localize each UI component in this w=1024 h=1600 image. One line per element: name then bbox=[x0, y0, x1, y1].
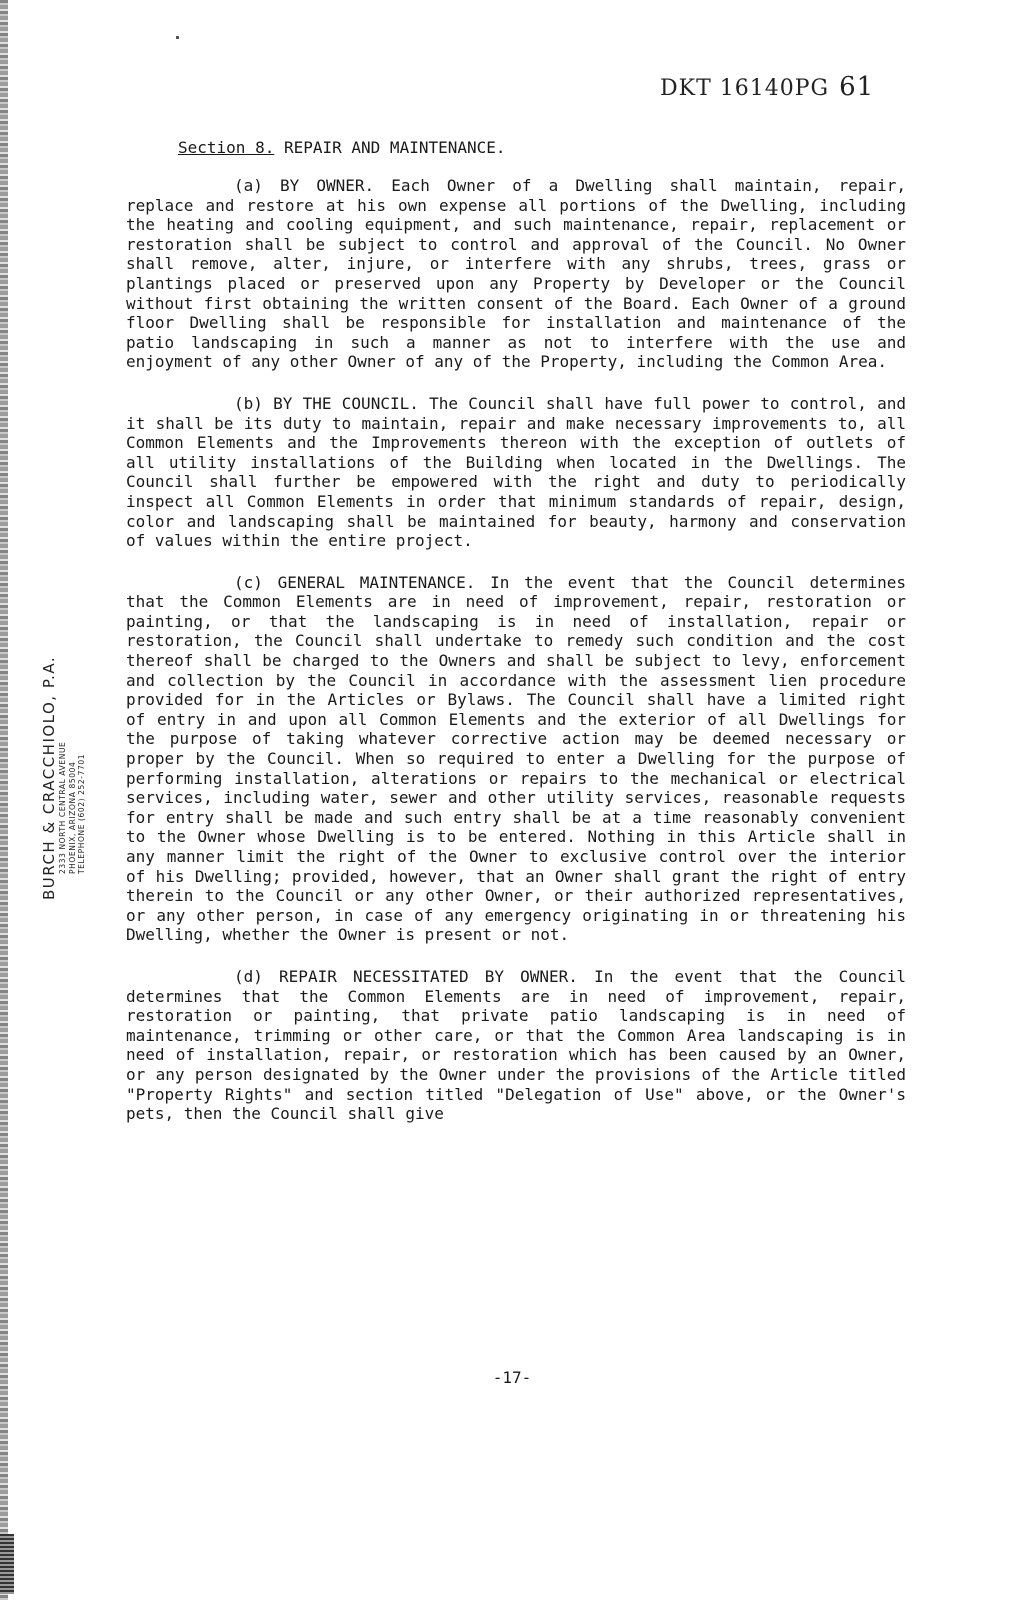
section-label: Section 8. bbox=[178, 138, 275, 157]
paragraph-repair-necessitated-by-owner: (d) REPAIR NECESSITATED BY OWNER. In the event that the Council determines that the Common Elements are in need of improvement, repair, restoration or painting, that private patio landscaping is in need of maintenance, trimming or other care, or that the Common Area landscaping is in need of installation, repair, or restoration which has been caused by an Owner, or any person designated by the Owner under the provisions of the Article titled "Property Rights" and section titled "Delegation of Use" above, or the Owner's pets, then the Council shall give bbox=[126, 966, 906, 1124]
recording-number bbox=[660, 72, 874, 102]
scan-speck bbox=[176, 36, 179, 39]
docket-number: DKT 16140PG bbox=[660, 76, 830, 101]
recorded-page-number: 61 bbox=[839, 72, 875, 102]
law-firm-stamp bbox=[40, 640, 140, 900]
law-firm-address-line: 2333 NORTH CENTRAL AVENUE bbox=[58, 741, 67, 874]
paragraph-general-maintenance: (c) GENERAL MAINTENANCE. In the event that the Council determines that the Common Elements are in need of improvement, repair, restoration or painting, or that the landscaping is in need of installation, repair or restoration, the Council shall undertake to remedy such condition and the cost thereof shall be charged to the Owners and shall be subject to levy, enforcement and collection by the Council in accordance with the assessment lien procedure provided for in the Articles or Bylaws. The Council shall have a limited right of entry in and upon all Common Elements and the exterior of all Dwellings for the purpose of taking whatever corrective action may be deemed necessary or proper by the Council. When so required to enter a Dwelling for the purpose of performing installation, alterations or repairs to the mechanical or electrical services, including water, sewer and other utility services, reasonable requests for entry shall be made and such entry shall be at a time reasonably convenient to the Owner whose Dwelling is to be entered. Nothing in this Article shall in any manner limit the right of the Owner to exclusive control over the interior of his Dwelling; provided, however, that an Owner shall grant the right of entry therein to the Council or any other Owner, or their authorized representatives, or any other person, in case of any emergency originating in or threatening his Dwelling, whether the Owner is present or not. bbox=[126, 572, 906, 945]
paragraph-by-the-council: (b) BY THE COUNCIL. The Council shall have full power to control, and it shall be its duty to maintain, repair and make necessary improvements to, all Common Elements and the Improvements thereon with the exception of outlets of all utility installations of the Building when located in the Dwellings. The Council shall further be empowered with the right and duty to periodically inspect all Common Elements in order that minimum standards of repair, design, color and landscaping shall be maintained for beauty, harmony and conservation of values within the entire project. bbox=[126, 393, 906, 551]
section-heading bbox=[178, 138, 906, 158]
law-firm-phone: TELEPHONE (602) 252-7701 bbox=[77, 753, 86, 874]
law-firm-name: BURCH & CRACCHIOLO, P.A. bbox=[40, 655, 58, 900]
paragraph-by-owner: (a) BY OWNER. Each Owner of a Dwelling shall maintain, repair, replace and restore at his own expense all portions of the Dwelling, including the heating and cooling equipment, and such maintenance, repair, replacement or restoration shall be subject to control and approval of the Council. No Owner shall remove, alter, injure, or interfere with any shrubs, trees, grass or plantings placed or preserved upon any Property by Developer or the Council without first obtaining the written consent of the Board. Each Owner of a ground floor Dwelling shall be responsible for installation and maintenance of the patio landscaping in such a manner as not to interfere with the use and enjoyment of any other Owner of any of the Property, including the Common Area. bbox=[126, 176, 906, 372]
scan-edge-artifact-bottom bbox=[0, 1534, 14, 1594]
section-title: REPAIR AND MAINTENANCE. bbox=[283, 138, 506, 157]
law-firm-address-line: PHOENIX, ARIZONA 85004 bbox=[67, 761, 77, 874]
document-body bbox=[126, 138, 906, 1146]
scan-edge-artifact bbox=[0, 0, 8, 1600]
page-footer-number: -17- bbox=[492, 1368, 532, 1387]
